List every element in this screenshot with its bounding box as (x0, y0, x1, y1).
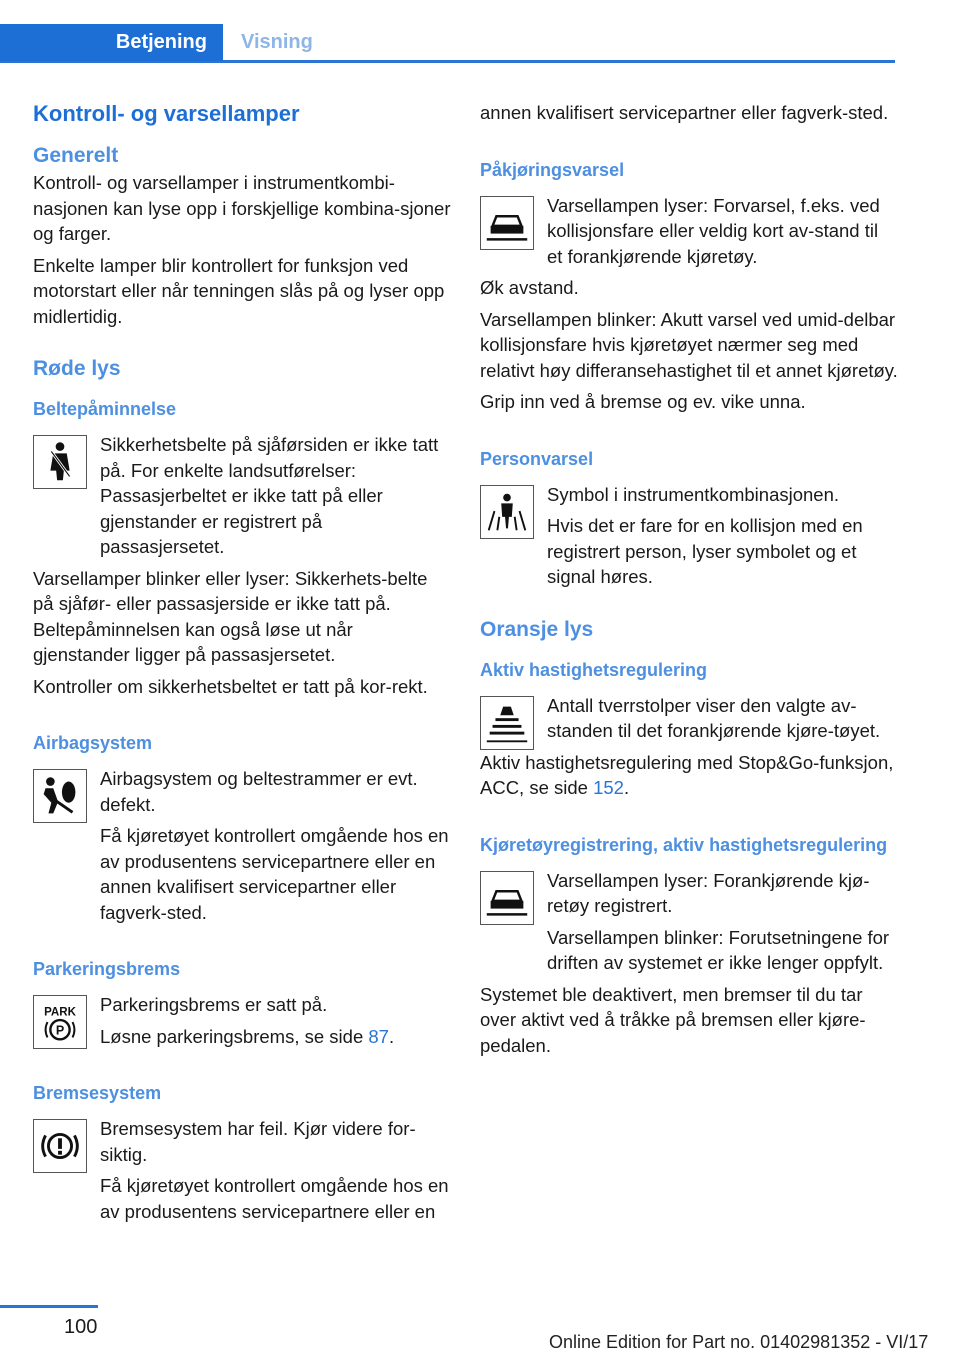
tab-betjening[interactable]: Betjening (0, 24, 223, 61)
park-item (33, 992, 451, 1049)
collision-text: Varsellampen lyser: Forvarsel, f.eks. ved kollisjonsfare eller veldig kort av-stand til et forankjørende kjøretøy. (547, 194, 880, 267)
page-number-rule (0, 1305, 98, 1308)
page-title: Kontroll- og varsellamper (33, 101, 300, 126)
section-heading-orange: Oransje lys (480, 617, 594, 641)
detect-item (480, 868, 898, 976)
vehicle-detected-icon (480, 871, 534, 925)
belt-paragraph: Varsellamper blinker eller lyser: Sikkerhets-belte på sjåfør- eller passasjerside er ikke tatt på. Beltepåminnelsen kan også løse ut når gjenstander ligger på passasjersetet. (33, 567, 428, 665)
belt-item (33, 432, 451, 560)
page-link-152[interactable]: 152 (593, 777, 624, 798)
page-number: 100 (64, 1316, 98, 1338)
tab-visning[interactable]: Visning (241, 31, 313, 53)
collision-item (480, 193, 898, 270)
subheading-person: Personvarsel (480, 448, 594, 469)
person-text: Symbol i instrumentkombinasjonen. (547, 483, 840, 505)
park-text: Løsne parkeringsbrems, se side 87. (100, 1025, 395, 1047)
acc-item (480, 693, 898, 744)
park-icon-text: PARK (44, 1006, 76, 1019)
airbag-icon (33, 769, 87, 823)
edition-footer: Online Edition for Part no. 01402981352 - VI/17 (549, 1332, 929, 1352)
brake-text: Få kjøretøyet kontrollert omgående hos en av produsentens servicepartnere eller en (100, 1175, 449, 1222)
section-heading-red: Røde lys (33, 357, 121, 380)
section-heading-general: Generelt (33, 144, 119, 167)
acc-text: Antall tverrstolper viser den valgte av-standen til det forankjørende kjøre-tøyet. (547, 694, 881, 741)
car-warning-icon (480, 196, 534, 250)
park-text: Parkeringsbrems er satt på. (100, 994, 328, 1015)
general-paragraph: Kontroll- og varsellamper i instrumentkombi-nasjonen kan lyse opp i forskjellige kombina-sjoner og farger. (33, 172, 451, 244)
continued-paragraph: annen kvalifisert servicepartner eller fagverk-sted. (480, 102, 889, 123)
brake-text: Bremsesystem har feil. Kjør videre for-siktig. (100, 1118, 416, 1165)
left-column (33, 100, 451, 1230)
airbag-text: Airbagsystem og beltestrammer er evt. defekt. (100, 768, 418, 815)
detect-text: Varsellampen lyser: Forankjørende kjø-retøy registrert. (547, 869, 870, 916)
parking-brake-icon (33, 995, 87, 1049)
airbag-item (33, 766, 451, 925)
subheading-brake: Bremsesystem (33, 1083, 162, 1103)
collision-paragraph: Grip inn ved å bremse og ev. vike unna. (480, 391, 806, 412)
airbag-text: Få kjøretøyet kontrollert omgående hos en av produsentens servicepartnere eller en annen kvalifisert servicepartner eller fagverk-sted. (100, 825, 449, 923)
general-paragraph: Enkelte lamper blir kontrollert for funksjon ved motorstart eller når tenningen slås på og lyser opp midlertidig. (33, 254, 445, 327)
collision-paragraph: Øk avstand. (480, 277, 579, 298)
subheading-park: Parkeringsbrems (33, 959, 181, 979)
tab-bar (0, 24, 895, 63)
detect-paragraph: Systemet ble deaktivert, men bremser til du tar over aktivt ved å tråkke på bremsen eller kjøre-pedalen. (480, 983, 866, 1056)
svg-text:P: P (55, 1023, 65, 1038)
subheading-acc: Aktiv hastighetsregulering (480, 659, 708, 680)
subheading-airbag: Airbagsystem (33, 733, 153, 753)
belt-text: Sikkerhetsbelte på sjåførsiden er ikke tatt på. For enkelte landsutførelser: Passasjerbeltet er ikke tatt på eller gjenstander er registrert på passasjersetet. (100, 434, 439, 557)
belt-paragraph: Kontroller om sikkerhetsbeltet er tatt på kor-rekt. (33, 675, 428, 697)
right-column (480, 100, 898, 1064)
page-link-87[interactable]: 87 (368, 1025, 389, 1047)
seatbelt-icon (33, 435, 87, 489)
collision-paragraph: Varsellampen blinker: Akutt varsel ved umid-delbar kollisjonsfare hvis kjøretøyet nærmer seg med relativt høy differansehastighet til et annet kjøretøy. (480, 308, 898, 381)
subheading-detect: Kjøretøyregistrering, aktiv hastighetsregulering (480, 834, 888, 855)
detect-text: Varsellampen blinker: Forutsetningene for driften av systemet er ikke lenger oppfylt. (547, 926, 890, 973)
subheading-belt: Beltepåminnelse (33, 399, 177, 419)
pedestrian-icon (480, 485, 534, 539)
brake-item (33, 1116, 451, 1224)
brake-system-icon (33, 1119, 87, 1173)
subheading-collision: Påkjøringsvarsel (480, 159, 625, 180)
person-item (480, 482, 898, 590)
acc-paragraph: Aktiv hastighetsregulering med Stop&Go-funksjon, ACC, se side 152. (480, 751, 894, 798)
distance-bars-icon (480, 696, 534, 750)
person-text: Hvis det er fare for en kollisjon med en registrert person, lyser symbolet og et signal høres. (547, 515, 863, 587)
